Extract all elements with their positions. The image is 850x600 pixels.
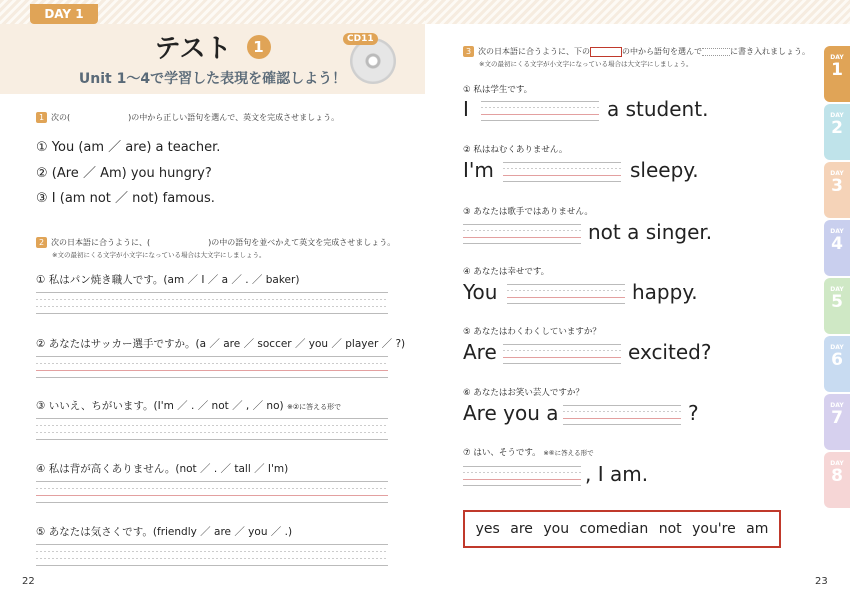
- answer-blank[interactable]: [563, 405, 681, 425]
- page-subtitle: Unit 1～4で学習した表現を確認しよう！: [78, 71, 347, 87]
- day-tab-number: 4: [831, 234, 843, 254]
- answer-blank[interactable]: [503, 344, 621, 364]
- answer-line[interactable]: [36, 418, 388, 440]
- page-number: 22: [22, 576, 35, 587]
- day-tab-label: DAY: [830, 228, 844, 235]
- answer-blank[interactable]: [463, 466, 581, 486]
- answer-blank[interactable]: [463, 224, 581, 244]
- sentence-start: I: [463, 97, 469, 121]
- cd-label: CD11: [343, 33, 378, 45]
- sentence-end: not a singer.: [588, 220, 713, 244]
- day-tab-label: DAY: [830, 286, 844, 293]
- day-tab-6[interactable]: [824, 336, 850, 392]
- day-tab-label: DAY: [830, 170, 844, 177]
- section1-item-3: ③ I (am not ／ not) famous.: [36, 191, 215, 206]
- sentence-end: excited?: [628, 340, 712, 364]
- section3-question-6: ⑥ あなたはお笑い芸人ですか？: [463, 388, 584, 398]
- word-bank: yes are you comedian not you're am: [463, 510, 781, 548]
- answer-line[interactable]: [36, 292, 388, 314]
- answer-blank[interactable]: [481, 101, 599, 121]
- sentence-start: I'm: [463, 158, 494, 182]
- day-tab-label: DAY: [830, 402, 844, 409]
- sentence-end: , I am.: [585, 462, 649, 486]
- answer-blank[interactable]: [503, 162, 621, 182]
- day-tab-label: DAY: [830, 460, 844, 467]
- sentence-end: happy.: [632, 280, 698, 304]
- day-tab-label: DAY: [830, 112, 844, 119]
- section3-question-2: ② 私はねむくありません。: [463, 145, 568, 155]
- section3-question-3: ③ あなたは歌手ではありません。: [463, 207, 593, 217]
- day-tab-number: 3: [831, 176, 843, 196]
- answer-blank[interactable]: [507, 284, 625, 304]
- answer-line[interactable]: [36, 356, 388, 378]
- day-tab-label: DAY: [830, 54, 844, 61]
- section2-instruction: 2 次の日本語に合うように、( )の中の語句を並べかえて英文を完成させましょう。: [36, 237, 395, 248]
- section3-note: ※文の最初にくる文字が小文字になっている場合は大文字にしましょう。: [479, 60, 693, 68]
- sentence-end: sleepy.: [630, 158, 699, 182]
- sentence-start: Are: [463, 340, 497, 364]
- page-number: 23: [815, 576, 828, 587]
- section3-question-4: ④ あなたは幸せです。: [463, 267, 550, 277]
- day-tab-2[interactable]: [824, 104, 850, 160]
- answer-line[interactable]: [36, 544, 388, 566]
- day-tab-number: 7: [831, 408, 843, 428]
- day-tab-1[interactable]: [824, 46, 850, 102]
- section2-item-5: ⑤ あなたは気さくです。(friendly ／ are ／ you ／ .): [36, 526, 293, 538]
- day-tab-number: 2: [831, 118, 843, 138]
- section3-number: 3: [463, 46, 474, 57]
- section2-number: 2: [36, 237, 47, 248]
- day-tab-5[interactable]: [824, 278, 850, 334]
- word-bank-marker: [590, 47, 622, 57]
- title-number-badge: 1: [247, 35, 271, 59]
- section1-item-1: ① You (am ／ are) a teacher.: [36, 140, 221, 155]
- section2-note: ※文の最初にくる文字が小文字になっている場合は大文字にしましょう。: [52, 251, 266, 259]
- sentence-start: You: [463, 280, 498, 304]
- sentence-start: Are you a: [463, 401, 559, 425]
- section2-item-3: ③ いいえ、ちがいます。(I'm ／ . ／ not ／ , ／ no) ※②に答える形で: [36, 400, 342, 412]
- answer-line[interactable]: [36, 481, 388, 503]
- day-tab-number: 5: [831, 292, 843, 312]
- day-tab-3[interactable]: [824, 162, 850, 218]
- sentence-end: a student.: [607, 97, 709, 121]
- section3-question-7: ⑦ はい、そうです。 ※⑥に答える形で: [463, 448, 594, 458]
- blank-marker: [702, 48, 730, 56]
- day-tab: DAY 1: [30, 4, 98, 24]
- section2-item-2: ② あなたはサッカー選手ですか。(a ／ are ／ soccer ／ you ／ player ／ ?): [36, 338, 406, 350]
- day-tab-4[interactable]: [824, 220, 850, 276]
- right-page: [425, 0, 850, 600]
- section2-item-4: ④ 私は背が高くありません。(not ／ . ／ tall ／ I'm): [36, 463, 289, 475]
- day-tab-7[interactable]: [824, 394, 850, 450]
- section3-instruction: 3 次の日本語に合うように、下の の中から語句を選んで に書き入れましょう。: [463, 46, 810, 57]
- day-tab-number: 6: [831, 350, 843, 370]
- day-tab-label: DAY: [830, 344, 844, 351]
- section1-number: 1: [36, 112, 47, 123]
- section2-item-1: ① 私はパン焼き職人です。(am ／ I ／ a ／ . ／ baker): [36, 274, 300, 286]
- section1-item-2: ② (Are ／ Am) you hungry?: [36, 166, 212, 181]
- day-tab-number: 1: [831, 60, 843, 80]
- title-text: テスト: [154, 34, 232, 64]
- section3-question-1: ① 私は学生です。: [463, 85, 533, 95]
- header-stripes: [425, 0, 850, 24]
- section1-instruction: 1 次の( )の中から正しい語句を選んで、英文を完成させましょう。: [36, 112, 339, 123]
- day-tab-8[interactable]: [824, 452, 850, 508]
- section3-question-5: ⑤ あなたはわくわくしていますか？: [463, 327, 601, 337]
- day-tab-number: 8: [831, 466, 843, 486]
- sentence-end: ?: [688, 401, 699, 425]
